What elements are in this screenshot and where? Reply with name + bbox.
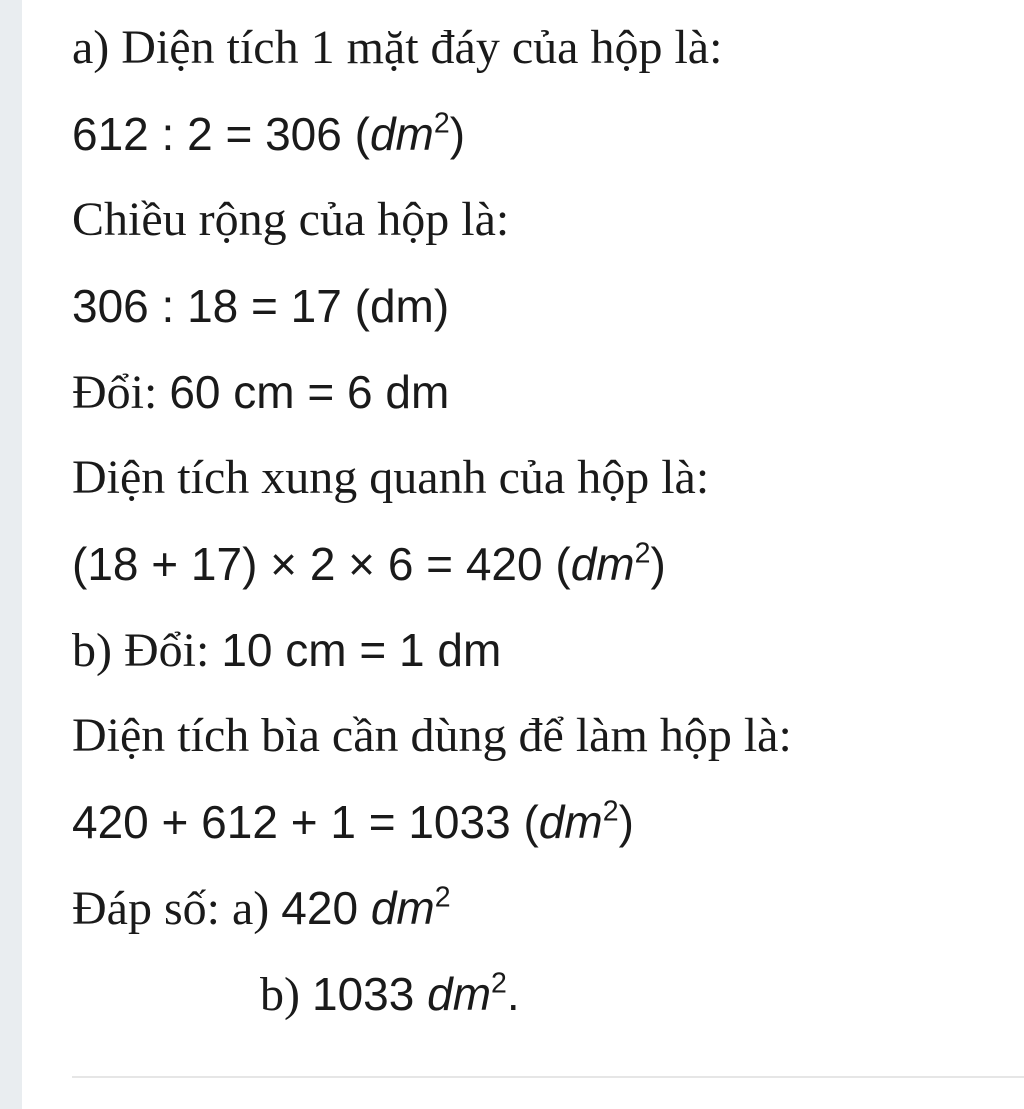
line-width-calc: 306 : 18 = 17 (dm) — [72, 280, 450, 332]
line-lateral-area-calc: (18 + 17) × 2 × 6 = 420 $(dm^2)$ — [72, 537, 666, 590]
line-part-b-convert: b) Đổi: 10 cm = 1 dm — [72, 624, 502, 677]
solution-text — [72, 14, 1012, 1046]
line-width-heading: Chiều rộng của hộp là: — [72, 193, 510, 246]
bottom-divider — [72, 1076, 1024, 1078]
line-lateral-area-heading: Diện tích xung quanh của hộp là: — [72, 451, 710, 504]
line-base-area-calc: 612 : 2 = 306 $(dm^2)$ — [72, 107, 466, 160]
line-part-a-heading: a) Diện tích 1 mặt đáy của hộp là: — [72, 21, 723, 74]
line-convert-60cm: Đổi: 60 cm = 6 dm — [72, 366, 450, 419]
line-cardboard-calc: 420 + 612 + 1 = 1033 $(dm^2)$ — [72, 795, 634, 848]
line-answer-a: Đáp số: a) 420 $dm^2$ — [72, 881, 451, 935]
line-cardboard-heading: Diện tích bìa cần dùng để làm hộp là: — [72, 709, 792, 762]
line-answer-b: b) 1033 $dm^2$. — [260, 967, 520, 1021]
left-border-strip — [0, 0, 22, 1109]
